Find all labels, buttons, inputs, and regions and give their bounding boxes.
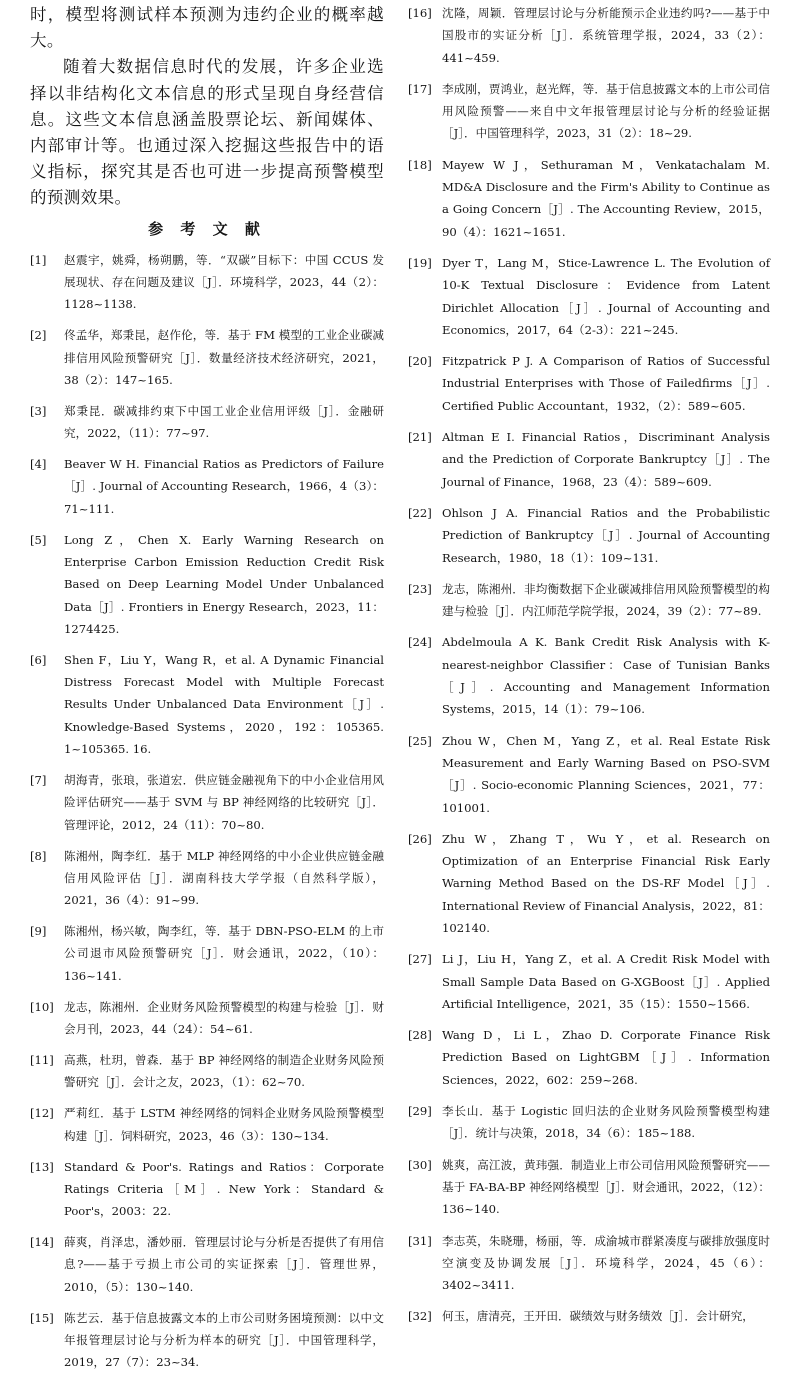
references-list-right [408,2,770,1328]
reference-number: [25] [408,733,432,748]
reference-number: [22] [408,505,432,520]
right-column [408,2,770,1337]
reference-text: 李志英，朱晓珊，杨丽，等．成渝城市群紧凑度与碳排放强度时空演变及协调发展［J］．环境科学，2024，45（6）：3402~3411. [442,1233,770,1293]
reference-number: [6] [30,652,47,667]
reference-item [408,426,770,493]
reference-item [408,1305,770,1327]
reference-number: [15] [30,1310,54,1325]
reference-text: Abdelmoula A K. Bank Credit Risk Analysis with K-nearest-neighbor Classifier：Case of Tunisian Banks［J］. Accounting and Management Information Systems，2015，14（1）：79~106. [442,635,770,717]
reference-number: [24] [408,635,432,650]
reference-item [30,1049,384,1094]
reference-item [408,730,770,819]
reference-item [408,78,770,145]
reference-number: [4] [30,457,47,472]
body-paragraph-1: 时，模型将测试样本预测为违约企业的概率越大。 [30,5,384,51]
reference-item [30,845,384,912]
reference-text: Zhou W，Chen M，Yang Z，et al. Real Estate Risk Measurement and Early Warning Based on PSO-SVM［J］. Socio-economic Planning Sciences，2021，77：101001. [442,733,770,815]
reference-number: [32] [408,1309,432,1324]
reference-number: [11] [30,1053,54,1067]
reference-item [408,2,770,69]
reference-text: Standard & Poor's. Ratings and Ratios：Corporate Ratings Criteria［M］. New York：Standard & Poor's，2003：22. [64,1159,384,1219]
reference-text: 李长山．基于 Logistic 回归法的企业财务风险预警模型构建［J］．统计与决策，2018，34（6）：185~188. [442,1104,770,1141]
reference-text: 陈湘州，杨兴敏，陶李红，等．基于 DBN-PSO-ELM 的上市公司退市风险预警研究［J］．财会通讯，2022，（10）：136~141. [64,924,384,983]
reference-text: 龙志，陈湘州．非均衡数据下企业碳减排信用风险预警模型的构建与检验［J］．内江师范学院学报，2024，39（2）：77~89. [442,581,770,619]
reference-text: 郑秉昆．碳减排约束下中国工业企业信用评级［J］．金融研究，2022，（11）：77~97. [64,403,384,441]
reference-text: 李成刚，贾鸿业，赵光辉，等．基于信息披露文本的上市公司信用风险预警——来自中文年报管理层讨论与分析的经验证据［J］．中国管理科学，2023，31（2）：18~29. [442,81,770,141]
reference-number: [31] [408,1233,432,1248]
reference-number: [1] [30,252,47,267]
reference-item [408,1230,770,1297]
reference-number: [20] [408,354,432,369]
reference-item [30,324,384,391]
reference-item [408,252,770,341]
reference-item [30,649,384,760]
reference-number: [13] [30,1159,54,1174]
reference-text: 高燕，杜玥，曾森．基于 BP 神经网络的制造企业财务风险预警研究［J］．会计之友，2023，（1）：62~70. [64,1053,384,1090]
body-text [30,2,384,212]
reference-item [408,948,770,1015]
reference-item [408,828,770,939]
reference-item [30,996,384,1041]
reference-text: 姚爽，高江波，黄玮强．制造业上市公司信用风险预警研究——基于 FA-BA-BP 神经网络模型［J］．财会通讯，2022，（12）：136~140. [442,1157,770,1217]
reference-item [30,920,384,987]
reference-text: 严莉红．基于 LSTM 神经网络的饲料企业财务风险预警模型构建［J］．饲料研究，2023，46（3）：130~134. [64,1106,384,1143]
reference-text: 陈湘州，陶李红．基于 MLP 神经网络的中小企业供应链金融信用风险评估［J］．湖南科技大学学报（自然科学版），2021，36（4）：91~99. [64,848,384,908]
reference-number: [29] [408,1104,432,1119]
reference-item [30,1231,384,1298]
reference-text: 佟孟华，郑秉昆，赵作伦，等．基于 FM 模型的工业企业碳减排信用风险预警研究［J］．数量经济技术经济研究，2021，38（2）：147~165. [64,328,384,387]
reference-text: 胡海青，张琅，张道宏．供应链金融视角下的中小企业信用风险评估研究——基于 SVM 与 BP 神经网络的比较研究［J］．管理评论，2012，24（11）：70~80. [64,772,384,832]
reference-text: Wang D，Li L，Zhao D. Corporate Finance Risk Prediction Based on LightGBM［J］. Information Sciences，2022，602：259~268. [442,1028,770,1087]
reference-text: Beaver W H. Financial Ratios as Predictors of Failure［J］. Journal of Accounting Research，1966，4（3）：71~111. [64,457,384,516]
reference-text: Mayew W J，Sethuraman M，Venkatachalam M. MD&A Disclosure and the Firm's Ability to Continue as a Going Concern［J］. The Accounting Review，2015，90（4）：1621~1651. [442,157,770,239]
reference-item [408,578,770,623]
reference-text: 赵震宇，姚舜，杨朔鹏，等．“双碳”目标下：中国 CCUS 发展现状、存在问题及建议［J］．环境科学，2023，44（2）：1128~1138. [64,252,384,312]
reference-number: [21] [408,430,432,445]
reference-number: [5] [30,532,47,547]
reference-number: [12] [30,1106,54,1121]
reference-text: 薛爽，肖泽忠，潘妙丽．管理层讨论与分析是否提供了有用信息?——基于亏损上市公司的实证探索［J］．管理世界，2010，（5）：130~140. [64,1235,384,1294]
reference-text: Li J，Liu H，Yang Z，et al. A Credit Risk Model with Small Sample Data Based on G-XGBoost［J］. Applied Artificial Intelligence，2021，35（15）：1550~1566. [442,952,770,1011]
reference-number: [14] [30,1235,54,1250]
reference-text: 陈艺云．基于信息披露文本的上市公司财务困境预测：以中文年报管理层讨论与分析为样本的研究［J］．中国管理科学，2019，27（7）：23~34. [64,1310,384,1370]
reference-item [30,249,384,316]
reference-number: [3] [30,403,47,418]
reference-text: 龙志，陈湘州．企业财务风险预警模型的构建与检验［J］．财会月刊，2023，44（24）：54~61. [64,999,384,1037]
reference-number: [17] [408,81,432,96]
reference-text: Fitzpatrick P J. A Comparison of Ratios of Successful Industrial Enterprises with Those of Failedfirms［J］. Certified Public Accountant，1932，（2）：589~605. [442,354,770,413]
reference-item [30,400,384,445]
reference-text: Long Z，Chen X. Early Warning Research on Enterprise Carbon Emission Reduction Credit Risk Based on Deep Learning Model Under Unbalanced Data［J］. Frontiers in Energy Research，2023，11：1274425. [64,532,384,636]
reference-item [408,631,770,720]
reference-item [408,1024,770,1091]
reference-number: [10] [30,999,54,1014]
reference-item [30,1102,384,1147]
reference-number: [16] [408,6,432,20]
reference-text: Ohlson J A. Financial Ratios and the Probabilistic Prediction of Bankruptcy［J］. Journal of Accounting Research，1980，18（1）：109~131. [442,505,770,565]
reference-text: 何玉，唐清亮，王开田．碳绩效与财务绩效［J］．会计研究， [442,1309,754,1324]
reference-number: [9] [30,924,47,939]
reference-item [408,1100,770,1145]
reference-number: [30] [408,1157,432,1172]
reference-number: [28] [408,1028,432,1043]
reference-item [30,769,384,836]
reference-text: Altman E I. Financial Ratios，Discriminant Analysis and the Prediction of Corporate Bankruptcy［J］. The Journal of Finance，1968，23（4）：589~609. [442,430,770,489]
reference-item [408,502,770,569]
reference-text: 沈隆，周颖．管理层讨论与分析能预示企业违约吗?——基于中国股市的实证分析［J］．系统管理学报，2024，33（2）：441~459. [442,6,770,65]
reference-text: Zhu W，Zhang T，Wu Y，et al. Research on Optimization of an Enterprise Financial Risk Early Warning Method Based on the DS-RF Model［J］. International Review of Financial Analysis，2022，81：102140. [442,831,770,935]
reference-number: [2] [30,328,47,343]
reference-item [408,350,770,417]
reference-text: Shen F，Liu Y，Wang R，et al. A Dynamic Financial Distress Forecast Model with Multiple Forecast Results Under Unbalanced Data Environment［J］. Knowledge-Based Systems，2020，192：105365. 1~105365. 16. [64,652,384,756]
reference-item [30,1307,384,1374]
reference-number: [19] [408,255,432,270]
reference-number: [23] [408,581,432,596]
reference-number: [27] [408,952,432,967]
left-column [30,2,384,1382]
references-list-left [30,249,384,1374]
reference-number: [7] [30,772,47,787]
reference-item [30,1156,384,1223]
reference-number: [26] [408,831,432,846]
reference-number: [18] [408,157,432,172]
reference-item [408,154,770,243]
reference-item [30,453,384,520]
reference-item [30,529,384,640]
references-heading: 参 考 文 献 [148,219,266,238]
reference-number: [8] [30,848,47,863]
body-paragraph-2: 随着大数据信息时代的发展，许多企业选择以非结构化文本信息的形式呈现自身经营信息。这些文本信息涵盖股票论坛、新闻媒体、内部审计等。也通过深入挖掘这些报告中的语义指标，探究其是否也可进一步提高预警模型的预测效果。 [30,57,384,208]
reference-text: Dyer T，Lang M，Stice-Lawrence L. The Evolution of 10-K Textual Disclosure：Evidence from Latent Dirichlet Allocation［J］. Journal of Accounting and Economics，2017，64（2-3）：221~245. [442,255,770,337]
reference-item [408,1154,770,1221]
